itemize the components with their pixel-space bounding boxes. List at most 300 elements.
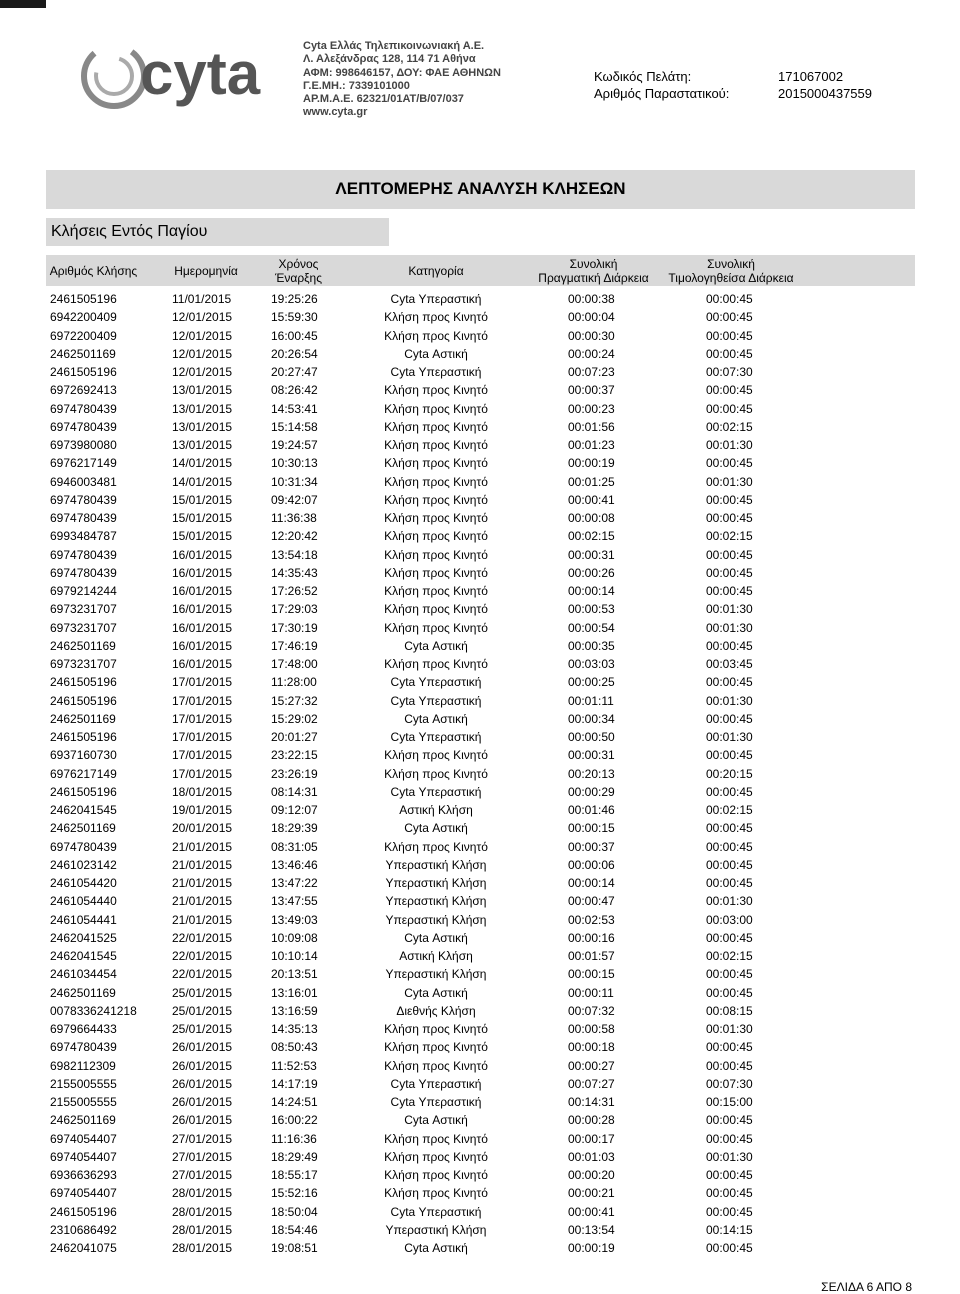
call-start-time: 19:08:51 — [271, 1241, 318, 1255]
call-date: 16/01/2015 — [172, 565, 233, 580]
call-billed-duration: 00:00:45 — [706, 292, 753, 306]
call-category: Cyta Αστική — [404, 638, 468, 653]
call-date: 16/01/2015 — [172, 620, 233, 635]
call-number: 2462501169 — [50, 821, 116, 836]
call-date: 17/01/2015 — [172, 693, 233, 708]
call-billed-duration: 00:01:30 — [706, 693, 753, 708]
call-number: 2462041525 — [50, 930, 117, 945]
call-number: 2462041545 — [50, 949, 117, 963]
call-actual-duration: 00:00:11 — [568, 985, 614, 1000]
table-row — [46, 418, 915, 436]
call-billed-duration: 00:00:45 — [706, 1113, 753, 1128]
company-tax-id: ΑΦΜ: 998646157, ΔΟΥ: ΦΑΕ ΑΘΗΝΩΝ — [303, 66, 501, 79]
call-billed-duration: 00:01:30 — [706, 474, 753, 489]
header-actual-duration — [526, 255, 661, 286]
call-number: 2461054441 — [50, 912, 117, 927]
call-start-time: 20:13:51 — [271, 967, 318, 982]
header-number: Αριθμός Κλήσης — [49, 263, 138, 278]
call-start-time: 15:52:16 — [271, 1186, 318, 1201]
call-actual-duration: 00:00:17 — [568, 1131, 615, 1146]
call-number: 6976217149 — [50, 766, 117, 781]
call-number: 2310686492 — [50, 1222, 117, 1237]
call-actual-duration: 00:00:54 — [568, 620, 615, 635]
call-start-time: 11:36:38 — [271, 511, 317, 525]
table-row — [46, 290, 915, 308]
call-number: 6979214244 — [50, 584, 117, 598]
call-date: 21/01/2015 — [172, 876, 233, 890]
call-actual-duration: 00:00:14 — [568, 584, 615, 598]
customer-info — [594, 68, 872, 102]
call-billed-duration: 00:00:45 — [706, 1131, 753, 1146]
call-date: 27/01/2015 — [172, 1149, 233, 1164]
call-number: 2461023142 — [50, 857, 117, 872]
call-start-time: 18:54:46 — [271, 1222, 318, 1237]
call-billed-duration: 00:00:45 — [706, 547, 753, 562]
call-start-time: 13:54:18 — [271, 547, 318, 562]
call-actual-duration: 00:01:25 — [568, 474, 615, 489]
call-actual-duration: 00:00:08 — [568, 511, 615, 525]
call-category: Cyta Αστική — [404, 821, 468, 836]
call-number: 6974054407 — [50, 1186, 117, 1201]
call-date: 27/01/2015 — [172, 1168, 233, 1182]
table-row — [46, 783, 915, 801]
call-date: 15/01/2015 — [172, 492, 233, 507]
call-date: 16/01/2015 — [172, 638, 233, 653]
call-billed-duration: 00:00:45 — [706, 711, 753, 726]
call-number: 2462041075 — [50, 1241, 117, 1255]
calls-table-body — [46, 290, 915, 1257]
call-billed-duration: 00:00:45 — [706, 876, 753, 890]
call-date: 22/01/2015 — [172, 967, 233, 982]
call-actual-duration: 00:07:32 — [568, 1003, 615, 1018]
call-date: 28/01/2015 — [172, 1241, 233, 1255]
call-category: Κλήση προς Κινητό — [384, 748, 488, 763]
call-actual-duration: 00:00:37 — [568, 383, 615, 398]
call-number: 6974780439 — [50, 492, 117, 507]
call-billed-duration: 00:00:45 — [706, 675, 753, 690]
company-address: Λ. Αλεξάνδρας 128, 114 71 Αθήνα — [303, 53, 476, 66]
call-category: Κλήση προς Κινητό — [384, 657, 488, 671]
call-actual-duration: 00:00:35 — [568, 638, 615, 653]
call-billed-duration: 00:00:45 — [706, 328, 753, 343]
call-billed-duration: 00:02:15 — [706, 529, 753, 544]
table-row — [46, 1057, 915, 1075]
table-row — [46, 1111, 915, 1129]
call-actual-duration: 00:00:21 — [568, 1186, 615, 1201]
table-row — [46, 491, 915, 509]
table-header — [46, 255, 915, 286]
table-row — [46, 1038, 915, 1056]
call-billed-duration: 00:14:15 — [706, 1222, 753, 1237]
call-actual-duration: 00:00:19 — [568, 456, 615, 471]
call-number: 2461505196 — [50, 675, 117, 690]
header-date: Ημερομηνία — [174, 263, 238, 278]
call-category: Κλήση προς Κινητό — [384, 620, 488, 635]
customer-code-label: Κωδικός Πελάτη: — [594, 69, 692, 84]
call-number: 6937160730 — [50, 748, 117, 763]
call-date: 28/01/2015 — [172, 1222, 233, 1237]
call-category: Cyta Υπεραστική — [390, 675, 482, 690]
call-actual-duration: 00:00:25 — [568, 675, 615, 690]
call-category: Υπεραστική Κλήση — [385, 857, 487, 872]
call-date: 19/01/2015 — [172, 803, 233, 817]
call-number: 2461505196 — [50, 730, 117, 744]
call-actual-duration: 00:00:19 — [568, 1241, 615, 1255]
call-start-time: 14:35:43 — [271, 565, 318, 580]
header-billed-duration — [661, 255, 801, 286]
call-date: 26/01/2015 — [172, 1113, 233, 1128]
call-number: 2461505196 — [50, 784, 117, 799]
call-date: 25/01/2015 — [172, 1022, 233, 1036]
call-date: 17/01/2015 — [172, 675, 233, 690]
table-row — [46, 1239, 915, 1257]
call-number: 2461505196 — [50, 1204, 117, 1219]
call-billed-duration: 00:02:15 — [706, 803, 753, 817]
table-row — [46, 965, 915, 983]
call-actual-duration: 00:02:15 — [568, 529, 615, 544]
table-row — [46, 400, 915, 418]
company-name: Cyta Ελλάς Τηλεπικοινωνιακή Α.Ε. — [303, 40, 485, 52]
table-row — [46, 874, 915, 892]
call-actual-duration: 00:00:23 — [568, 401, 615, 416]
call-billed-duration: 00:01:30 — [706, 602, 753, 617]
call-category: Υπεραστική Κλήση — [385, 912, 487, 927]
call-actual-duration: 00:00:41 — [568, 492, 615, 507]
call-date: 12/01/2015 — [172, 310, 233, 325]
corner-mark — [0, 0, 46, 8]
call-number: 6976217149 — [50, 456, 117, 471]
call-number: 2462501169 — [50, 638, 116, 653]
call-actual-duration: 00:00:53 — [568, 602, 615, 617]
header-actual-line2: Πραγματική Διάρκεια — [538, 270, 649, 285]
call-date: 17/01/2015 — [172, 711, 233, 726]
call-billed-duration: 00:00:45 — [706, 1058, 753, 1073]
call-date: 26/01/2015 — [172, 1040, 233, 1055]
call-start-time: 14:53:41 — [271, 401, 318, 416]
table-row — [46, 454, 915, 472]
table-row — [46, 436, 915, 454]
call-number: 6974780439 — [50, 511, 117, 525]
call-category: Cyta Υπεραστική — [390, 1095, 482, 1109]
call-start-time: 13:46:46 — [271, 857, 318, 872]
call-billed-duration: 00:01:30 — [706, 1022, 753, 1036]
call-start-time: 13:16:01 — [271, 985, 318, 1000]
table-row — [46, 637, 915, 655]
call-date: 26/01/2015 — [172, 1095, 233, 1109]
table-row — [46, 765, 915, 783]
call-actual-duration: 00:00:58 — [568, 1022, 615, 1036]
call-actual-duration: 00:01:56 — [568, 419, 615, 434]
call-actual-duration: 00:00:06 — [568, 857, 615, 872]
call-category: Κλήση προς Κινητό — [384, 547, 488, 562]
call-start-time: 11:16:36 — [271, 1131, 317, 1146]
table-row — [46, 710, 915, 728]
call-start-time: 09:42:07 — [271, 492, 318, 507]
call-number: 2461505196 — [50, 365, 117, 379]
call-billed-duration: 00:00:45 — [706, 967, 753, 982]
call-number: 6974780439 — [50, 547, 117, 562]
header-start-time-line2: Έναρξης — [274, 270, 322, 285]
call-billed-duration: 00:00:45 — [706, 383, 753, 398]
table-row — [46, 947, 915, 965]
call-category: Cyta Υπεραστική — [390, 730, 482, 744]
call-billed-duration: 00:01:30 — [706, 620, 753, 635]
section-title: Κλήσεις Εντός Παγίου — [46, 218, 389, 246]
call-start-time: 10:10:14 — [271, 949, 318, 963]
call-start-time: 20:26:54 — [271, 346, 318, 361]
table-row — [46, 1148, 915, 1166]
cyta-logo — [78, 36, 298, 116]
call-date: 21/01/2015 — [172, 839, 233, 854]
call-start-time: 14:24:51 — [271, 1095, 318, 1109]
company-details — [303, 40, 501, 120]
call-date: 17/01/2015 — [172, 766, 233, 781]
call-start-time: 14:35:13 — [271, 1022, 318, 1036]
call-category: Κλήση προς Κινητό — [384, 1186, 488, 1201]
table-row — [46, 345, 915, 363]
call-start-time: 14:17:19 — [271, 1076, 318, 1091]
call-category: Κλήση προς Κινητό — [384, 1022, 488, 1036]
call-number: 2462501169 — [50, 346, 116, 361]
call-number: 2462501169 — [50, 985, 116, 1000]
table-row — [46, 582, 915, 600]
call-start-time: 23:26:19 — [271, 766, 318, 781]
call-number: 2461034454 — [50, 967, 117, 982]
call-start-time: 11:52:53 — [271, 1058, 317, 1073]
table-row — [46, 473, 915, 491]
call-category: Υπεραστική Κλήση — [385, 1222, 487, 1237]
call-billed-duration: 00:01:30 — [706, 730, 753, 744]
call-billed-duration: 00:20:15 — [706, 766, 753, 781]
call-billed-duration: 00:01:30 — [706, 1149, 753, 1164]
call-actual-duration: 00:00:47 — [568, 894, 615, 909]
call-date: 12/01/2015 — [172, 328, 233, 343]
call-number: 0078336241218 — [50, 1003, 137, 1018]
call-date: 12/01/2015 — [172, 346, 233, 361]
table-row — [46, 327, 915, 345]
table-row — [46, 1221, 915, 1239]
table-row — [46, 673, 915, 691]
call-billed-duration: 00:00:45 — [706, 748, 753, 763]
call-date: 16/01/2015 — [172, 602, 233, 617]
call-actual-duration: 00:00:27 — [568, 1058, 615, 1073]
call-category: Cyta Αστική — [404, 346, 468, 361]
call-billed-duration: 00:03:45 — [706, 657, 753, 671]
call-actual-duration: 00:00:16 — [568, 930, 615, 945]
call-number: 6974780439 — [50, 839, 117, 854]
call-category: Cyta Αστική — [404, 711, 468, 726]
call-start-time: 08:26:42 — [271, 383, 318, 398]
call-start-time: 18:29:49 — [271, 1149, 318, 1164]
call-start-time: 10:09:08 — [271, 930, 318, 945]
call-start-time: 08:50:43 — [271, 1040, 318, 1055]
call-category: Κλήση προς Κινητό — [384, 602, 488, 617]
call-date: 17/01/2015 — [172, 730, 233, 744]
title-band — [46, 170, 915, 209]
call-start-time: 23:22:15 — [271, 748, 318, 763]
call-start-time: 17:48:00 — [271, 657, 318, 671]
customer-code-value: 171067002 — [778, 69, 844, 84]
table-row — [46, 1184, 915, 1202]
call-billed-duration: 00:00:45 — [706, 346, 753, 361]
table-row — [46, 692, 915, 710]
call-actual-duration: 00:01:03 — [568, 1149, 615, 1164]
call-billed-duration: 00:07:30 — [706, 365, 753, 379]
call-category: Κλήση προς Κινητό — [384, 383, 488, 398]
call-category: Κλήση προς Κινητό — [384, 310, 488, 325]
call-date: 13/01/2015 — [172, 438, 233, 452]
call-actual-duration: 00:00:50 — [568, 730, 615, 744]
table-row — [46, 655, 915, 673]
call-number: 6974054407 — [50, 1149, 117, 1164]
call-actual-duration: 00:00:29 — [568, 784, 615, 799]
call-date: 15/01/2015 — [172, 529, 233, 544]
header-actual-line1: Συνολική — [569, 256, 618, 271]
table-row — [46, 1166, 915, 1184]
call-actual-duration: 00:13:54 — [568, 1222, 615, 1237]
call-number: 6973231707 — [50, 620, 117, 635]
company-registry: Γ.Ε.ΜΗ.: 7339101000 — [303, 79, 410, 92]
call-number: 6974780439 — [50, 565, 117, 580]
header-category: Κατηγορία — [408, 263, 464, 278]
call-actual-duration: 00:00:20 — [568, 1168, 615, 1182]
call-number: 6982112309 — [50, 1058, 116, 1073]
call-number: 2462501169 — [50, 711, 116, 726]
call-category: Κλήση προς Κινητό — [384, 839, 488, 854]
call-date: 17/01/2015 — [172, 748, 233, 763]
call-date: 22/01/2015 — [172, 949, 233, 963]
call-actual-duration: 00:07:27 — [568, 1076, 615, 1091]
call-date: 28/01/2015 — [172, 1204, 233, 1219]
call-number: 6972200409 — [50, 328, 117, 343]
call-actual-duration: 00:00:41 — [568, 1204, 615, 1219]
call-category: Κλήση προς Κινητό — [384, 529, 488, 544]
table-row — [46, 1130, 915, 1148]
call-date: 22/01/2015 — [172, 930, 233, 945]
company-license: ΑΡ.Μ.Α.Ε. 62321/01ΑΤ/Β/07/037 — [303, 93, 464, 106]
call-actual-duration: 00:00:31 — [568, 748, 615, 763]
call-number: 2461505196 — [50, 693, 117, 708]
call-actual-duration: 00:07:23 — [568, 365, 615, 379]
table-row — [46, 819, 915, 837]
call-category: Κλήση προς Κινητό — [384, 438, 488, 452]
call-date: 14/01/2015 — [172, 474, 233, 489]
call-start-time: 15:29:02 — [271, 711, 318, 726]
call-actual-duration: 00:00:31 — [568, 547, 615, 562]
call-actual-duration: 00:00:24 — [568, 346, 615, 361]
call-actual-duration: 00:00:04 — [568, 310, 615, 325]
call-start-time: 08:14:31 — [271, 784, 318, 799]
call-billed-duration: 00:00:45 — [706, 1204, 753, 1219]
call-date: 25/01/2015 — [172, 1003, 233, 1018]
call-category: Αστική Κλήση — [399, 949, 473, 963]
call-start-time: 15:27:32 — [271, 693, 318, 708]
call-start-time: 16:00:45 — [271, 328, 318, 343]
call-category: Κλήση προς Κινητό — [384, 1149, 488, 1164]
call-number: 6974780439 — [50, 401, 117, 416]
call-number: 6936636293 — [50, 1168, 117, 1182]
call-billed-duration: 00:01:30 — [706, 894, 753, 909]
call-date: 13/01/2015 — [172, 419, 233, 434]
call-actual-duration: 00:00:15 — [568, 967, 615, 982]
call-billed-duration: 00:03:00 — [706, 912, 753, 927]
call-category: Κλήση προς Κινητό — [384, 766, 488, 781]
call-billed-duration: 00:00:45 — [706, 638, 753, 653]
call-actual-duration: 00:00:14 — [568, 876, 615, 890]
call-number: 2155005555 — [50, 1095, 117, 1109]
table-row — [46, 911, 915, 929]
call-date: 11/01/2015 — [172, 292, 232, 306]
call-start-time: 20:27:47 — [271, 365, 318, 379]
call-start-time: 19:24:57 — [271, 438, 318, 452]
table-row — [46, 1203, 915, 1221]
call-actual-duration: 00:01:46 — [568, 803, 615, 817]
call-actual-duration: 00:03:03 — [568, 657, 615, 671]
call-category: Cyta Υπεραστική — [390, 1076, 482, 1091]
call-date: 26/01/2015 — [172, 1076, 233, 1091]
call-start-time: 12:20:42 — [271, 529, 318, 544]
call-billed-duration: 00:00:45 — [706, 821, 753, 836]
call-date: 27/01/2015 — [172, 1131, 233, 1146]
call-number: 6973980080 — [50, 438, 117, 452]
call-billed-duration: 00:00:45 — [706, 1186, 753, 1201]
table-row — [46, 564, 915, 582]
call-start-time: 13:49:03 — [271, 912, 318, 927]
call-category: Κλήση προς Κινητό — [384, 511, 488, 525]
table-row — [46, 746, 915, 764]
call-billed-duration: 00:00:45 — [706, 310, 753, 325]
call-start-time: 13:16:59 — [271, 1003, 318, 1018]
call-number: 6974780439 — [50, 1040, 117, 1055]
call-date: 16/01/2015 — [172, 584, 233, 598]
table-row — [46, 308, 915, 326]
call-start-time: 16:00:22 — [271, 1113, 318, 1128]
call-category: Cyta Υπεραστική — [390, 784, 482, 799]
call-billed-duration: 00:00:45 — [706, 857, 753, 872]
table-row — [46, 509, 915, 527]
call-date: 16/01/2015 — [172, 657, 233, 671]
call-billed-duration: 00:00:45 — [706, 930, 753, 945]
call-date: 21/01/2015 — [172, 894, 233, 909]
call-category: Cyta Αστική — [404, 985, 468, 1000]
call-billed-duration: 00:02:15 — [706, 949, 753, 963]
call-billed-duration: 00:01:30 — [706, 438, 753, 452]
call-category: Cyta Υπεραστική — [390, 292, 482, 306]
call-date: 12/01/2015 — [172, 365, 233, 379]
call-date: 20/01/2015 — [172, 821, 233, 836]
call-date: 16/01/2015 — [172, 547, 233, 562]
call-start-time: 18:50:04 — [271, 1204, 318, 1219]
call-category: Κλήση προς Κινητό — [384, 474, 488, 489]
call-category: Διεθνής Κλήση — [396, 1003, 476, 1018]
call-category: Cyta Υπεραστική — [390, 1204, 482, 1219]
table-row — [46, 728, 915, 746]
call-billed-duration: 00:15:00 — [706, 1095, 753, 1109]
call-date: 28/01/2015 — [172, 1186, 233, 1201]
call-start-time: 18:55:17 — [271, 1168, 318, 1182]
call-category: Κλήση προς Κινητό — [384, 401, 488, 416]
call-number: 2461505196 — [50, 292, 117, 306]
call-start-time: 18:29:39 — [271, 821, 318, 836]
table-row — [46, 984, 915, 1002]
call-actual-duration: 00:00:18 — [568, 1040, 615, 1055]
call-category: Κλήση προς Κινητό — [384, 1131, 488, 1146]
call-actual-duration: 00:01:11 — [568, 693, 614, 708]
call-start-time: 15:14:58 — [271, 419, 318, 434]
call-actual-duration: 00:00:30 — [568, 328, 615, 343]
call-start-time: 10:30:13 — [271, 456, 318, 471]
call-category: Κλήση προς Κινητό — [384, 565, 488, 580]
